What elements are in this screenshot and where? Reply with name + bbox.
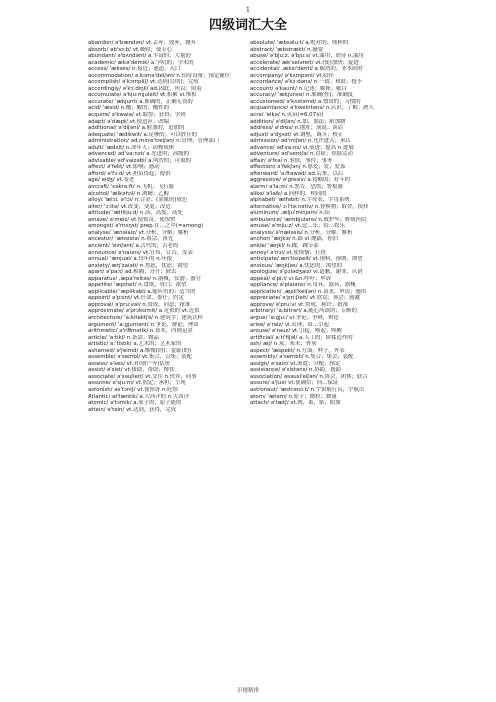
vocab-entry: annual/ 'ænjuəl/ a.每年的 n.年报 bbox=[88, 256, 173, 263]
vocab-entry: acid/ 'æsid/ n.酸；酸的；酸性的 bbox=[88, 105, 170, 112]
vocab-entry: artistic/ a:'tistik/ a.艺术的；艺术家的 bbox=[88, 341, 182, 348]
vocab-entry: accommodation/ ə,kɔmə'deiʃən/ n.招待设备；预定铺位 bbox=[88, 72, 231, 79]
vocab-entry: advanced/ əd'va:nst/ a.先进的；高级的 bbox=[88, 151, 190, 158]
vocab-entry: atomic/ ə'tɔmik/ a.原子的；原子能的 bbox=[88, 400, 182, 407]
vocab-entry: anchor/ 'æŋkə/ n.锚 vi.抛锚，停泊 bbox=[250, 236, 338, 243]
vocab-entry: amongst/ ə'mʌŋst/ prep.在…之中(=among) bbox=[88, 223, 204, 230]
vocab-entry: ash/ æʃ/ n.灰，灰末；骨灰 bbox=[250, 341, 317, 348]
vocab-entry: acquire/ ə'kwaiə/ vt.取得；获得；学到 bbox=[88, 112, 186, 119]
page-title: 四级词汇大全 bbox=[208, 18, 287, 33]
vocab-entry: accidental/ ,æksi'dentl/ a.偶然的；非本质的 bbox=[250, 66, 363, 73]
vocab-entry: acre/ 'eikə/ n.英亩(=6.07亩) bbox=[250, 112, 324, 119]
vocab-entry: assign/ ə'sain/ vt.派遣；分配；指定 bbox=[250, 360, 341, 367]
vocab-entry: accordance/ ə'kɔ:dəns/ n.一致；和谐；授予 bbox=[250, 79, 363, 86]
vocab-entry: argument/ 'a:gjumənt/ n.争论，辩论；理由 bbox=[88, 321, 199, 328]
vocab-entry: adult/ 'ædʌlt/ n.成年人；动物成体 bbox=[88, 144, 175, 151]
vocab-row bbox=[88, 407, 408, 414]
vocab-entry: astonish/ əs'tɔniʃ/ vt.使惊讶 n.吃惊 bbox=[88, 386, 178, 393]
vocab-entry: ancestor/ 'ænsistə/ n.祖宗，祖先 bbox=[88, 236, 174, 243]
vocab-entry bbox=[250, 407, 408, 414]
vocab-entry: alter/ 'ɔ:ltə/ vt.改变；变更；改造 bbox=[88, 203, 171, 210]
vocab-entry: alphabet/ 'ælfəbit/ n.字母表，字母系统 bbox=[250, 197, 350, 204]
vocab-entry: address/ ə'dres/ n.地址；演说；谈话 bbox=[250, 125, 343, 132]
vocab-entry: adventure/ əd'ventʃə/ n.冒险；惊险活动 bbox=[250, 151, 353, 158]
vocab-entry: apart/ ə'pa:t/ ad.相隔；分开；除去 bbox=[88, 269, 177, 276]
vocab-entry: admission/ əd'miʃən/ n.允许进入；承认 bbox=[250, 138, 351, 145]
vocab-entry: access/ 'ækses/ n.接近；通道，入口 bbox=[88, 66, 181, 73]
vocab-entry: approve/ ə'pru:v/ vt.赞成，称许；批准 bbox=[250, 301, 349, 308]
vocab-entry: amuse/ ə'mju:z/ vt.逗…乐；给…娱乐 bbox=[250, 223, 345, 230]
vocab-entry: arithmetic/ ə'riθmətik/ n.算术，四则运算 bbox=[88, 328, 193, 335]
vocab-entry: appeal/ ə'pi:l/ vi.&n.呼吁；申诉 bbox=[250, 275, 332, 282]
vocab-entry: assess/ ə'ses/ vt.对(财产等)估价 bbox=[88, 360, 171, 367]
vocab-entry: application/ ,æpli'keiʃən/ n.请求，申请；施用 bbox=[250, 288, 367, 295]
vocab-entry: alternative/ ɔ:l'tə:nətiv/ n.替换物；取舍，抉择 bbox=[250, 203, 369, 210]
vocab-entry: approximate/ ə'prɔksimit/ a.近似的 vt.近似 bbox=[88, 308, 200, 315]
vocab-entry: association/ əsəusi'eiʃən/ n.协会，团体；联合 bbox=[250, 373, 368, 380]
vocab-entry: anxiety/ æŋ'zaiəti/ n.焦虑，忧虑；渴望 bbox=[88, 262, 189, 269]
vocab-entry: alike/ ə'laik/ a.同样的，相同的 bbox=[250, 190, 327, 197]
vocab-entry: afford/ ə'fɔ:d/ vt.担负得起；提供 bbox=[88, 170, 171, 177]
vocab-entry: aggressive/ ə'gresiv/ a.侵略的；好斗的 bbox=[250, 177, 351, 184]
vocab-entry: ashamed/ ə'ʃeimd/ a.惭愧(的)；羞耻(的) bbox=[88, 347, 192, 354]
vocab-entry: annoy/ ə'nɔi/ vt.使烦恼；打扰 bbox=[250, 249, 326, 256]
vocab-entry: accelerate/ æk'seləreit/ vt.(使)加快；促进 bbox=[250, 59, 359, 66]
vocab-entry: appreciate/ ə'pri:ʃieit/ vt.欣赏；领会；感激 bbox=[250, 295, 360, 302]
vocab-entry: assume/ ə'sju:m/ vt.假定；承担；呈现 bbox=[88, 380, 186, 387]
vocab-entry: assembly/ ə'sembli/ n.集合；集会；装配 bbox=[250, 354, 354, 361]
vocab-entry: assure/ ə'ʃuə/ vt.使确信；向…保证 bbox=[250, 380, 339, 387]
vocab-entry: appliance/ ə'plaiəns/ n.用具，器具，器械 bbox=[250, 282, 356, 289]
vocab-entry: artificial/ a:ti'fiʃəl/ a.人工的；矫揉造作的 bbox=[250, 334, 353, 341]
vocab-entry: analyse/ 'ænəlaiz/ vt.分析，分解；解析 bbox=[88, 229, 189, 236]
vocab-entry: abstract/ 'æbstrækt/ n.摘要 bbox=[250, 46, 324, 53]
vocab-entry: affection/ ə'fekʃən/ n.慈爱；爱；爱慕 bbox=[250, 164, 346, 171]
page-number: 1 bbox=[245, 6, 251, 14]
vocab-entry: accuracy/ 'ækjurəsi/ n.准确(性)；准确度 bbox=[250, 92, 354, 99]
page-footer: 识楼精排 bbox=[236, 688, 259, 694]
vocab-entry: alarm/ ə'la:m/ n.警告，恐慌；警报器 bbox=[250, 184, 343, 191]
vocab-entry: architecture/ 'a:kitektʃə/ n.建筑学；建筑式样 bbox=[88, 314, 203, 321]
vocab-entry: amaze/ ə'meiz/ vt.使惊奇，使惊愕 bbox=[88, 216, 176, 223]
vocab-entry: attain/ ə'tein/ vt.达到，获得，完成 bbox=[88, 406, 177, 413]
vocab-entry: announce/ ə'nauns/ vt.宣布，宣告，发表 bbox=[88, 249, 193, 256]
vocab-entry: ancient/ 'einʃənt/ a.古代的，古老的 bbox=[88, 242, 179, 249]
vocab-entry: anticipate/ æn'tisipeit/ vt.预料，预期，期望 bbox=[250, 256, 363, 263]
vocab-entry: ambulance/ 'æmbjuləns/ n.救护车；野战医院 bbox=[250, 216, 367, 223]
vocab-entry: alcohol/ 'ælkəhɔl/ n.酒精；乙醇 bbox=[88, 190, 170, 197]
vocab-entry: Atlantic/ ət'læntik/ a.大西洋的 n.大西洋 bbox=[88, 393, 190, 400]
vocab-entry: approval/ ə'pru:vəl/ n.赞成，同意；批准 bbox=[88, 301, 191, 308]
vocab-entry: accomplish/ ə'kɔmpliʃ/ vt.达到(目的)；完成 bbox=[88, 79, 199, 86]
vocab-entry: account/ ə'kaunt/ n.记述；解释；帐目 bbox=[250, 85, 347, 92]
vocab-entry: adapt/ ə'dæpt/ vt.使适应；改编 bbox=[88, 118, 170, 125]
vocab-entry: altitude/ 'æltitju:d/ n.高，高度；高处 bbox=[88, 210, 183, 217]
vocab-entry: aluminum/ ,ælju'minjəm/ n.铝 bbox=[250, 210, 330, 217]
vocab-entry: absorb/ əb'sɔ:b/ vt.吸收；使专心 bbox=[88, 46, 173, 53]
vocab-entry: associate/ ə'səuʃieit/ vt.交往 n.伙伴，同事 bbox=[88, 373, 197, 380]
vocab-entry: accumulate/ ə'kju:mjuleit/ vt.积累 vi.堆积 bbox=[88, 92, 197, 99]
vocab-entry: arouse/ ə'rauz/ vt.引起，唤起；唤醒 bbox=[250, 328, 343, 335]
vocab-entry: appoint/ ə'pɔint/ vt.任命，委任；约定 bbox=[88, 295, 184, 302]
vocab-entry: aspect/ 'æspekt/ n.方面；样子，外表 bbox=[250, 347, 345, 354]
vocab-entry: absolute/ 'æbsəlu:t/ a.绝对的；纯粹的 bbox=[250, 40, 349, 46]
vocab-entry: ankle/ 'æŋkl/ n.踝，踝节部 bbox=[250, 242, 319, 249]
vocab-entry: affair/ ə'fɛə/ n.事情，事件；事务 bbox=[250, 157, 333, 164]
vocab-entry: article/ 'a:tikl/ n.条款；物品 bbox=[88, 334, 159, 341]
vocab-entry: assist/ ə'sist/ vt.援助，帮助；搀扶 bbox=[88, 367, 175, 374]
vocab-entry: abandon/ ə'bændən/ vt.丢弃；放弃，抛弃 bbox=[88, 40, 196, 46]
vocab-entry: addition/ ə'diʃən/ n.加，加法；附加物 bbox=[250, 118, 346, 125]
vocab-entry: assemble/ ə'sembl/ vt.集合，召集；装配 bbox=[88, 354, 193, 361]
vocab-entry: accordingly/ ə'kɔ:diŋli/ ad.因此，所以；照着 bbox=[88, 85, 202, 92]
vocab-entry: aircraft/ 'ɛəkra:ft/ n.飞机，飞行器 bbox=[88, 184, 174, 191]
vocab-entry: adequate/ 'ædikwit/ a.足够的；可以胜任的 bbox=[88, 131, 198, 138]
vocab-entry: argue/ 'a:gju:/ vi.争论，争辩，辩论 bbox=[250, 314, 339, 321]
vocab-entry: abuse/ ə'bju:z, ə'bju:s/ vt.滥用；虐待 n.滥用 bbox=[250, 53, 364, 60]
vocab-entry: alloy/ 'ælɔi, ə'lɔi/ n.合金；(金属的)成色 bbox=[88, 197, 188, 204]
vocab-entry: affect/ ə'fekt/ vt.影响；感动 bbox=[88, 164, 160, 171]
vocab-entry: assistance/ ə'sistəns/ n.协助，援助 bbox=[250, 367, 342, 374]
vocab-entry: abundant/ ə'bʌndənt/ a.丰富的；大量的 bbox=[88, 53, 191, 60]
vocab-entry: appetite/ 'æpitait/ n.食欲，胃口；欲望 bbox=[88, 282, 187, 289]
vocab-entry: applicable/ 'æplikəbl/ a.能应用的；适当的 bbox=[88, 288, 196, 295]
vocab-entry: adjust/ ə'dʒʌst/ vt.调整，调节；校正 bbox=[250, 131, 344, 138]
vocab-entry: academic/ ækə'demik/ a.学院的；学术的 bbox=[88, 59, 194, 66]
vocab-entry: attach/ ə'tætʃ/ vt.缚，系，贴；附加 bbox=[250, 400, 341, 407]
vocab-entry: anxious/ 'æŋkʃəs/ a.忧虑的；渴望的 bbox=[250, 262, 342, 269]
vocab-entry: apologize/ ə'pɔlədʒaiz/ vi.道歉，谢罪，认错 bbox=[250, 269, 363, 276]
vocab-entry: advance/ əd'va:ns/ vi.前进；提高 n.进展 bbox=[250, 144, 354, 151]
vocab-entry: age/ eidʒ/ vt.变老 bbox=[88, 177, 135, 184]
vocab-entry: analysis/ ə'næləsis/ n.分析，分解，解析 bbox=[250, 229, 353, 236]
vocab-entry: apparatus/ ,æpə'reitəs/ n.器械，仪器；器官 bbox=[88, 275, 202, 282]
vocab-entry: astronaut/ 'æstrənɔ:t/ n.宇宙航行员，宇航员 bbox=[250, 386, 365, 393]
vocab-entry: administration/ əd,minis'treiʃən/ n.管理；管理部门 bbox=[88, 138, 220, 145]
vocabulary-list bbox=[88, 40, 408, 413]
vocab-entry: atom/ 'ætəm/ n.原子；微粒；微量 bbox=[250, 393, 337, 400]
vocab-entry: accustomed/ ə'kʌstəmd/ a.惯常的；习惯的 bbox=[250, 98, 361, 105]
vocab-entry: accompany/ ə'kʌmpəni/ vt.陪伴 bbox=[250, 72, 334, 79]
vocab-entry: arbitrary/ 'a:bitrəri/ a.随心所欲的；专断的 bbox=[250, 308, 357, 315]
vocab-entry: advisable/ əd'vaizəbl/ a.明智的；可取的 bbox=[88, 157, 191, 164]
vocab-entry: arise/ ə'raiz/ vi.出现；由…引起 bbox=[250, 321, 329, 328]
vocab-entry: additional/ ə'diʃənl/ a.附加的，追加的 bbox=[88, 125, 185, 132]
vocab-entry: acquaintance/ ə'kweintəns/ n.认识；了解；熟人 bbox=[250, 105, 374, 112]
vocab-entry: accurate/ 'ækjurit/ a.准确的，正确无误的 bbox=[88, 98, 193, 105]
vocab-entry: afterward/ 'a:ftəwəd/ ad.后来，以后 bbox=[250, 170, 344, 177]
